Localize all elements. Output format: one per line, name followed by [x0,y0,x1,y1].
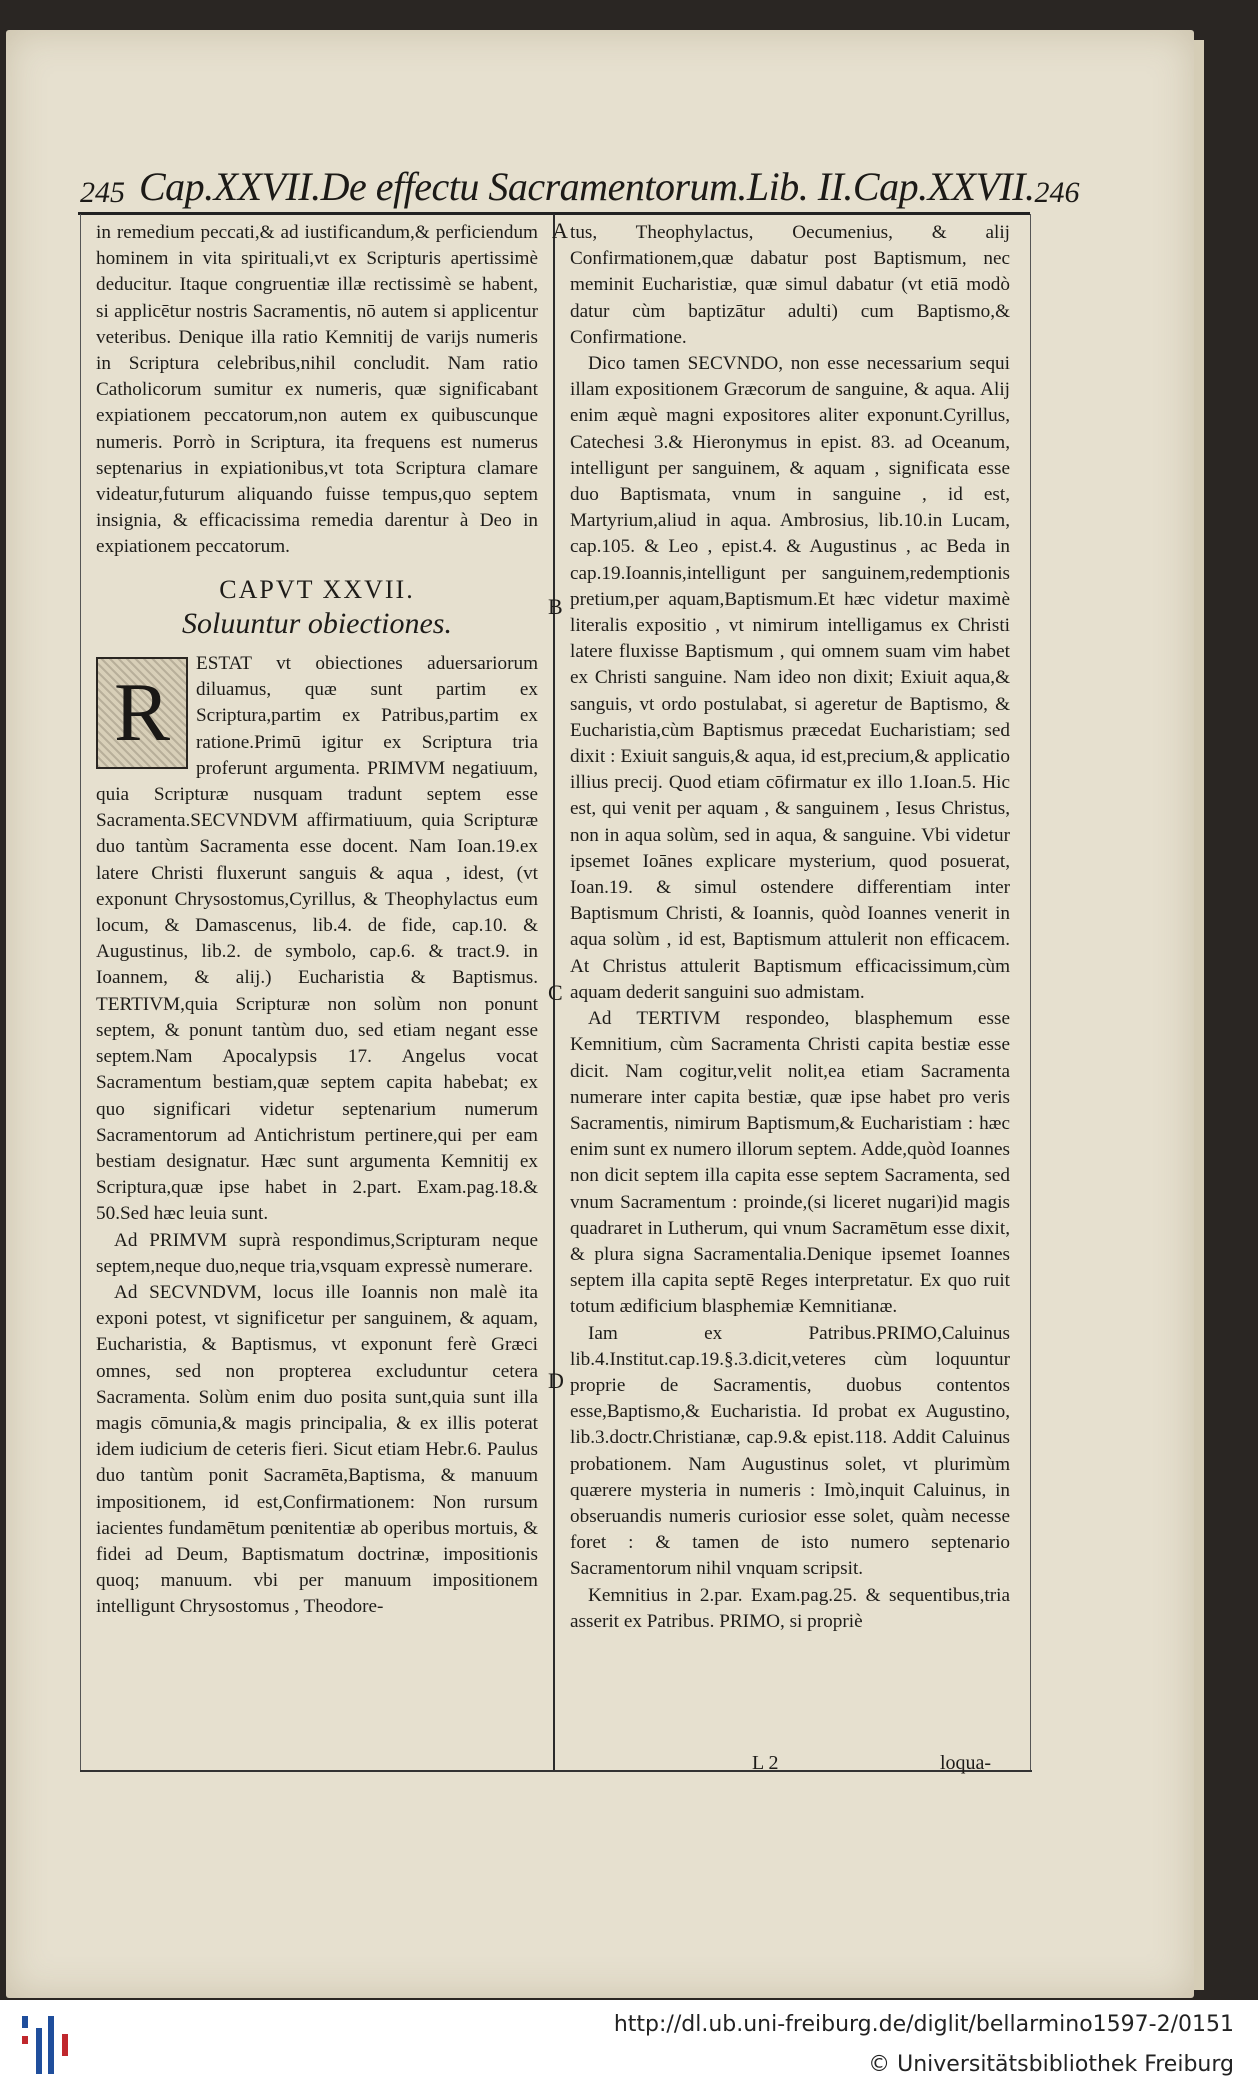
paragraph: Ad TERTIVM respondeo, blasphemum esse Kemnitium, cùm Sacramenta Christi capita bestiæ esse dicit. Nam cogitur,velit nolit,ea etiam Sacramenta numerare inter capita bestiæ, quæ ipse habet pro veris Sacramentis, nimirum Baptismum,& Eucharistiam : hæc enim sunt ex numero illorum septem. Adde,quòd Ioannes non dicit septem illa capita esse septem Sacramenta, sed vnum Sacramentum : proinde,(si liceret nugari)id magis quadraret in Lutherum, qui vnum Sacramētum esse dixit, & plura signa Sacramentalia.Denique ipsemet Ioannes septem illa capita septē Reges interpretatur. Ex quo ruit totum ædificium blasphemiæ Kemnitianæ. [570,1008,1010,1318]
margin-letter-c: C [548,980,563,1005]
chapter-heading: CAPVT XXVII. [219,574,415,604]
paragraph: Ad SECVNDVM, locus ille Ioannis non malè ita exponi potest, vt significetur per sanguinem, & aquam, Eucharistia, & Baptismus, vt exponunt ferè Græci omnes, sed non propterea excluduntur cetera Sacramenta. Solùm enim duo posita sunt,quia sunt illa magis cōmunia,& magis principalia, & ex illis poterat idem iudicium de ceteris fieri. Sicut etiam Hebr.6. Paulus duo tantùm ponit Sacramēta,Baptisma, & manuum impositionem, id est,Confirmationem: Non rursum iacientes fundamētum pœnitentiæ ab operibus mortuis, & fidei ad Deum, Baptismatum doctrinæ, impositionis quoq; manuum. vbi per manuum impositionem intelligunt Chrysostomus , Theodore- [96,1281,538,1618]
dropcap-block [96,651,538,1227]
paragraph: ESTAT vt obiectiones aduersariorum diluamus, quæ sunt partim ex Scriptura,partim ex Patribus,partim ex ratione.Primū igitur ex Scriptura tria proferunt argumenta. PRIMVM negatiuum, quia Scripturæ nusquam tradunt septem esse Sacramenta.SECVNDVM affirmatiuum, quia Scripturæ duo tantùm Sacramenta esse docent. Nam Ioan.19.ex latere Christi fluxerunt sanguis & aqua , idest, (vt exponunt Chrysostomus,Cyrillus, & Theophylactus eum locum, & Damascenus, lib.4. de fide, cap.10. & Augustinus, lib.2. de symbolo, cap.6. & tract.9. in Ioannem, & alij.) Eucharistia & Baptismus. TERTIVM,quia Scripturæ non solùm non ponunt septem, & ponunt tantùm duo, sed etiam negant esse septem.Nam Apocalypsis 17. Angelus vocat Sacramentum bestiam,quæ septem capita habebat; ex quo significari videtur septenarium numerum Sacramentorum ad Antichristum pertinere,qui per eam bestiam designatur. Hæc sunt argumenta Kemnitij ex Scriptura,quæ ipse habet in 2.part. Exam.pag.18.& 50.Sed hæc leuia sunt. [96,653,538,1225]
paragraph: Kemnitius in 2.par. Exam.pag.25. & sequentibus,tria asserit ex Patribus. PRIMO, si propriè [570,1584,1010,1632]
chapter-subtitle: Soluuntur obiectiones. [182,606,452,640]
page-edge [1194,40,1204,1990]
margin-letter-b: B [548,594,563,619]
paragraph: Dico tamen SECVNDO, non esse necessarium sequi illam expositionem Græcorum de sanguine, & aqua. Alij enim æquè magni expositores aliter exponunt.Cyrillus, Catechesi 3.& Hieronymus in epist. 83. ad Oceanum, intelligunt per sanguinem, & aquam , significata esse duo Baptismata, vnum in sanguine , id est, Martyrium,aliud in aqua. Ambrosius, lib.10.in Lucam, cap.105. & Leo , epist.4. & Augustinus , ac Beda in cap.19.Ioannis,intelligunt per sanguinem,redemptionis pretium,per aquam,Baptismum.Et hæc videtur maximè literalis expositio , vt nimirum intelligamus ex Christi latere fluxisse Baptismum , qui omnem suam vim habet ex Christi sanguine. Nam ideo non dixit; Exiuit aqua,& sanguis, vt ordo postulabat, si ageretur de Baptismo, & Eucharistia,cùm Baptismus præcedat Eucharistiam; sed dixit : Exiuit sanguis,& aqua, id est,precium,& applicatio illius precij. Quod etiam cōfirmatur ex illo 1.Ioan.5. Hic est, qui venit per aquam , & sanguinem , Iesus Christus, non in aqua solùm, sed in aqua, & sanguine. Vbi videtur ipsemet Ioānes explicare mysterium, quod posuerat, Ioan.19. & simul ostendere differentiam inter Baptismum Christi, & Ioannis, quòd Ioannes venerit in aqua solùm , id est, Baptismum attulerit non efficacem. At Christus attulerit Baptismum efficacissimum,cùm aquam dederit sanguini suo admistam. [570,353,1010,1003]
page-number-left: 245 [80,176,125,209]
paragraph: Ad PRIMVM suprà respondimus,Scripturam neque septem,neque duo,neque tria,vsquam expressè numerare. [96,1229,538,1277]
catchword: loqua- [940,1752,992,1774]
running-title: Cap.XXVII.De effectu Sacramentorum.Lib. II.Cap.XXVII. [139,164,1035,209]
margin-letter-a: A [552,218,568,243]
margin-letter-d: D [548,1368,564,1393]
signature-mark: L 2 [752,1752,779,1774]
frame-rule-left [80,214,81,1770]
viewer-footer [0,2000,1258,2092]
left-column [96,220,538,1621]
right-column [570,220,1010,1635]
paragraph: Iam ex Patribus.PRIMO,Caluinus lib.4.Institut.cap.19.§.3.dicit,veteres cùm loquuntur proprie de Sacramentis, duobus contentos esse,Baptismo,& Eucharistia. Id probat ex Augustino, lib.3.doctr.Christianæ, cap.9.& epist.118. Addit Caluinus probationem. Nam Augustinus solet, vt plurimùm quærere mysteria in numeris : Imò,inquit Caluinus, in obseruandis numeris curiosior esse solet, quàm necesse foret : & tamen de isto numero septenario Sacramentorum nihil vnquam scripsit. [570,1322,1010,1580]
permalink[interactable]: http://dl.ub.uni-freiburg.de/diglit/bellarmino1597-2/0151 [613,2012,1234,2037]
running-head [80,164,1080,210]
page-number-right: 246 [1034,176,1080,209]
library-logo-icon [18,2014,80,2078]
decorated-initial: R [96,657,188,769]
bottom-rule [80,1770,1032,1772]
frame-rule-right [1030,214,1031,1770]
copyright-notice: © Universitätsbibliothek Freiburg [868,2052,1234,2077]
paragraph: tus, Theophylactus, Oecumenius, & alij Confirmationem,quæ dabatur post Baptismum, nec meminit Eucharistiæ, quæ simul dabatur (vt etiā modò datur cùm baptizātur adulti) cum Baptismo,& Confirmatione. [570,222,1010,348]
paragraph: in remedium peccati,& ad iustificandum,& perficiendum hominem in vita spirituali,vt ex Scripturis apertissimè deducitur. Itaque congruentiæ illæ rectissimè se habent, si applicētur nostris Sacramentis, nō autem si applicentur veteribus. Denique illa ratio Kemnitij de varijs numeris in Scriptura celebribus,nihil concludit. Nam ratio Catholicorum sumitur ex numeris, quæ significabant expiationem peccatorum,non autem ex quibuscunque numeris. Porrò in Scriptura, ita frequens est numerus septenarius in expiationibus,vt tota Scriptura clamare videatur,futurum aliquando fuisse tempus,quo septem insignia, & efficacissima remedia darentur à Deo in expiationem peccatorum. [96,222,538,558]
